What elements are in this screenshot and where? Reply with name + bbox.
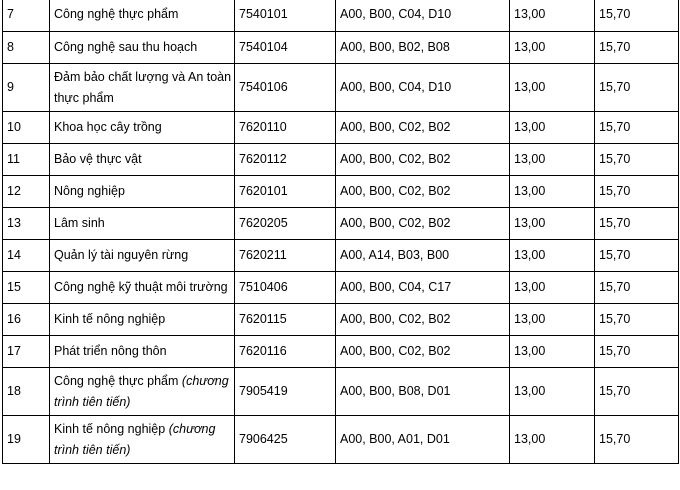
table-row bbox=[3, 336, 679, 368]
table-row bbox=[3, 32, 679, 64]
score-2: 15,70 bbox=[595, 304, 679, 336]
score-2: 15,70 bbox=[595, 144, 679, 176]
major-code: 7620115 bbox=[235, 304, 336, 336]
major-code: 7620101 bbox=[235, 176, 336, 208]
major-code: 7905419 bbox=[235, 368, 336, 416]
major-code: 7620211 bbox=[235, 240, 336, 272]
score-1: 13,00 bbox=[510, 144, 595, 176]
major-code: 7620205 bbox=[235, 208, 336, 240]
major-name bbox=[50, 368, 235, 416]
score-2: 15,70 bbox=[595, 176, 679, 208]
row-number: 19 bbox=[3, 416, 50, 464]
row-number: 17 bbox=[3, 336, 50, 368]
score-1: 13,00 bbox=[510, 32, 595, 64]
major-name: Công nghệ thực phẩm bbox=[50, 0, 235, 32]
major-code: 7540101 bbox=[235, 0, 336, 32]
major-name: Lâm sinh bbox=[50, 208, 235, 240]
score-2: 15,70 bbox=[595, 64, 679, 112]
subject-combinations: A00, B00, C02, B02 bbox=[336, 176, 510, 208]
subject-combinations: A00, B00, B08, D01 bbox=[336, 368, 510, 416]
major-name: Kinh tế nông nghiệp bbox=[50, 304, 235, 336]
major-code: 7906425 bbox=[235, 416, 336, 464]
major-code: 7510406 bbox=[235, 272, 336, 304]
major-name: Đảm bảo chất lượng và An toàn thực phẩm bbox=[50, 64, 235, 112]
major-name bbox=[50, 416, 235, 464]
score-1: 13,00 bbox=[510, 176, 595, 208]
admission-scores-table bbox=[2, 0, 679, 464]
score-2: 15,70 bbox=[595, 272, 679, 304]
score-1: 13,00 bbox=[510, 336, 595, 368]
major-name: Nông nghiệp bbox=[50, 176, 235, 208]
table-row bbox=[3, 368, 679, 416]
major-name: Công nghệ sau thu hoạch bbox=[50, 32, 235, 64]
score-2: 15,70 bbox=[595, 112, 679, 144]
subject-combinations: A00, B00, B02, B08 bbox=[336, 32, 510, 64]
subject-combinations: A00, B00, C04, C17 bbox=[336, 272, 510, 304]
score-1: 13,00 bbox=[510, 416, 595, 464]
major-name-note: (chương trình tiên tiến) bbox=[54, 421, 216, 457]
row-number: 8 bbox=[3, 32, 50, 64]
score-2: 15,70 bbox=[595, 32, 679, 64]
score-1: 13,00 bbox=[510, 304, 595, 336]
score-2: 15,70 bbox=[595, 368, 679, 416]
major-name: Công nghệ kỹ thuật môi trường bbox=[50, 272, 235, 304]
score-1: 13,00 bbox=[510, 240, 595, 272]
major-name: Phát triển nông thôn bbox=[50, 336, 235, 368]
major-name-note: (chương trình tiên tiến) bbox=[54, 373, 229, 409]
table-row bbox=[3, 240, 679, 272]
table-row bbox=[3, 0, 679, 32]
row-number: 15 bbox=[3, 272, 50, 304]
major-code: 7620110 bbox=[235, 112, 336, 144]
row-number: 18 bbox=[3, 368, 50, 416]
major-code: 7620112 bbox=[235, 144, 336, 176]
major-name-main: Công nghệ thực phẩm bbox=[54, 373, 179, 388]
row-number: 12 bbox=[3, 176, 50, 208]
score-2: 15,70 bbox=[595, 240, 679, 272]
major-code: 7540106 bbox=[235, 64, 336, 112]
score-2: 15,70 bbox=[595, 0, 679, 32]
subject-combinations: A00, B00, C02, B02 bbox=[336, 336, 510, 368]
subject-combinations: A00, A14, B03, B00 bbox=[336, 240, 510, 272]
table-row bbox=[3, 144, 679, 176]
major-name-main: Kinh tế nông nghiệp bbox=[54, 421, 166, 436]
subject-combinations: A00, B00, C04, D10 bbox=[336, 0, 510, 32]
row-number: 16 bbox=[3, 304, 50, 336]
subject-combinations: A00, B00, C02, B02 bbox=[336, 208, 510, 240]
major-name: Khoa học cây trồng bbox=[50, 112, 235, 144]
row-number: 9 bbox=[3, 64, 50, 112]
major-code: 7540104 bbox=[235, 32, 336, 64]
table-row bbox=[3, 272, 679, 304]
major-code: 7620116 bbox=[235, 336, 336, 368]
row-number: 14 bbox=[3, 240, 50, 272]
score-2: 15,70 bbox=[595, 208, 679, 240]
score-1: 13,00 bbox=[510, 64, 595, 112]
subject-combinations: A00, B00, C04, D10 bbox=[336, 64, 510, 112]
subject-combinations: A00, B00, C02, B02 bbox=[336, 144, 510, 176]
row-number: 11 bbox=[3, 144, 50, 176]
major-name: Bảo vệ thực vật bbox=[50, 144, 235, 176]
table-row bbox=[3, 176, 679, 208]
subject-combinations: A00, B00, C02, B02 bbox=[336, 112, 510, 144]
table-row bbox=[3, 208, 679, 240]
subject-combinations: A00, B00, A01, D01 bbox=[336, 416, 510, 464]
table-row bbox=[3, 416, 679, 464]
score-1: 13,00 bbox=[510, 272, 595, 304]
score-1: 13,00 bbox=[510, 0, 595, 32]
row-number: 10 bbox=[3, 112, 50, 144]
score-1: 13,00 bbox=[510, 368, 595, 416]
score-1: 13,00 bbox=[510, 112, 595, 144]
row-number: 13 bbox=[3, 208, 50, 240]
score-2: 15,70 bbox=[595, 336, 679, 368]
table-row bbox=[3, 304, 679, 336]
table-row bbox=[3, 64, 679, 112]
subject-combinations: A00, B00, C02, B02 bbox=[336, 304, 510, 336]
major-name: Quản lý tài nguyên rừng bbox=[50, 240, 235, 272]
table-row bbox=[3, 112, 679, 144]
score-2: 15,70 bbox=[595, 416, 679, 464]
row-number: 7 bbox=[3, 0, 50, 32]
score-1: 13,00 bbox=[510, 208, 595, 240]
